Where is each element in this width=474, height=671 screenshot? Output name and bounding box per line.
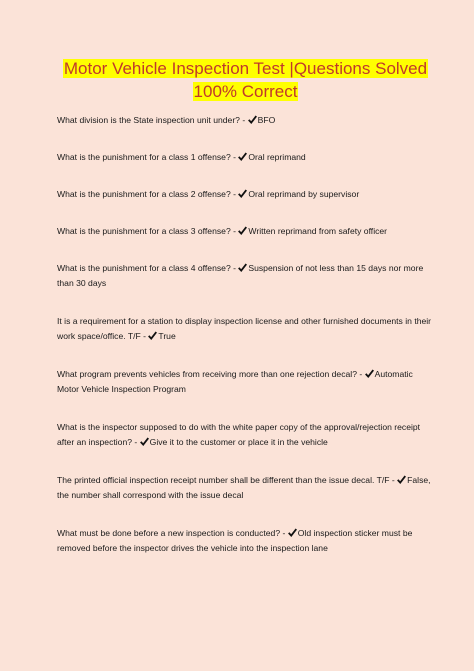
question-text: It is a requirement for a station to display inspection license and other furnished documents in their work space/office. T/F - <box>57 316 432 341</box>
answer-text: Old inspection sticker must be removed before the inspector drives the vehicle into the inspection lane <box>57 528 413 553</box>
qa-item-3 <box>57 187 434 202</box>
checkmark-icon <box>288 528 297 537</box>
question-text: What is the inspector supposed to do with the white paper copy of the approval/rejection receipt after an inspection? - <box>57 422 421 447</box>
question-text: What is the punishment for a class 3 offense? - <box>57 226 236 236</box>
answer-text: BFO <box>257 115 276 125</box>
answer-text: Automatic Motor Vehicle Inspection Program <box>57 369 413 394</box>
question-text: What must be done before a new inspection is conducted? - <box>57 528 286 538</box>
question-text: What is the punishment for a class 2 offense? - <box>57 189 236 199</box>
title-line-1: Motor Vehicle Inspection Test |Questions Solved <box>63 59 428 78</box>
title-line-2: 100% Correct <box>193 82 298 101</box>
qa-item-9 <box>57 473 434 503</box>
qa-item-4 <box>57 224 434 239</box>
checkmark-icon <box>238 226 247 235</box>
question-text: What program prevents vehicles from receiving more than one rejection decal? - <box>57 369 363 379</box>
qa-list <box>57 113 434 556</box>
checkmark-icon <box>238 152 247 161</box>
answer-text: Suspension of not less than 15 days nor more than 30 days <box>57 263 424 288</box>
qa-item-7 <box>57 367 434 397</box>
qa-item-6 <box>57 314 434 344</box>
answer-text: False, the number shall correspond with the issue decal <box>57 475 431 500</box>
checkmark-icon <box>148 331 157 340</box>
qa-item-5 <box>57 261 434 291</box>
question-text: What division is the State inspection unit under? - <box>57 115 246 125</box>
checkmark-icon <box>248 115 257 124</box>
checkmark-icon <box>397 475 406 484</box>
answer-text: Give it to the customer or place it in the vehicle <box>149 437 328 447</box>
checkmark-icon <box>238 189 247 198</box>
checkmark-icon <box>140 437 149 446</box>
checkmark-icon <box>238 263 247 272</box>
answer-text: True <box>158 331 176 341</box>
question-text: The printed official inspection receipt number shall be different than the issue decal. T/F - <box>57 475 395 485</box>
answer-text: Written reprimand from safety officer <box>248 226 388 236</box>
answer-text: Oral reprimand <box>248 152 306 162</box>
qa-item-1 <box>57 113 434 128</box>
answer-text: Oral reprimand by supervisor <box>248 189 360 199</box>
question-text: What is the punishment for a class 4 offense? - <box>57 263 236 273</box>
document-title <box>57 57 434 103</box>
question-text: What is the punishment for a class 1 offense? - <box>57 152 236 162</box>
qa-item-10 <box>57 526 434 556</box>
qa-item-8 <box>57 420 434 450</box>
qa-item-2 <box>57 150 434 165</box>
checkmark-icon <box>365 369 374 378</box>
